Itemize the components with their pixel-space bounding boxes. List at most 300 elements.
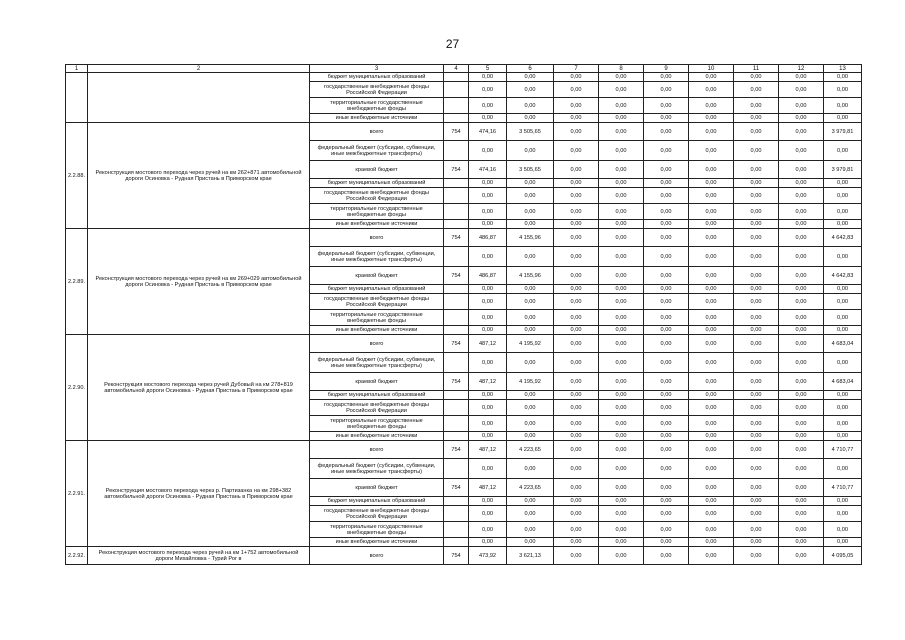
gr-code [444, 114, 469, 123]
year-value-col-8: 0,00 [599, 479, 644, 497]
year-value-col-12: 0,00 [779, 335, 824, 353]
gr-code [444, 400, 469, 416]
year-value-col-7: 0,00 [554, 98, 599, 114]
year-value-col-13: 0,00 [824, 416, 862, 432]
year-value-col-12: 0,00 [779, 141, 824, 161]
year-value-col-10: 0,00 [689, 285, 734, 294]
year-value-col-7: 0,00 [554, 141, 599, 161]
funding-source: бюджет муниципальных образований [310, 391, 444, 400]
year-value-col-11: 0,00 [734, 547, 779, 565]
year-value-col-13: 3 979,81 [824, 123, 862, 141]
year-value-col-12: 0,00 [779, 229, 824, 247]
gr-code: 754 [444, 441, 469, 459]
year-value-col-7: 0,00 [554, 416, 599, 432]
year-value-col-13: 0,00 [824, 73, 862, 82]
year-value-col-7: 0,00 [554, 73, 599, 82]
year-value-col-8: 0,00 [599, 538, 644, 547]
year-value-col-9: 0,00 [644, 310, 689, 326]
year-value-col-5: 0,00 [469, 220, 507, 229]
year-value-col-7: 0,00 [554, 432, 599, 441]
funding-source: бюджет муниципальных образований [310, 179, 444, 188]
item-name: Реконструкция мостового перехода через р. Партизанка на км 298+382 автомобильной дороги Осиновка - Рудная Пристань в Приморском крае [88, 441, 310, 547]
year-value-col-13: 0,00 [824, 497, 862, 506]
year-value-col-12: 0,00 [779, 310, 824, 326]
gr-code: 754 [444, 335, 469, 353]
year-value-col-7: 0,00 [554, 538, 599, 547]
year-value-col-11: 0,00 [734, 400, 779, 416]
year-value-col-13: 0,00 [824, 179, 862, 188]
column-number-12: 12 [779, 65, 824, 73]
funding-source: федеральный бюджет (субсидии, субвенции, иные межбюджетные трансферты) [310, 247, 444, 267]
year-value-col-6: 0,00 [507, 497, 554, 506]
year-value-col-5: 0,00 [469, 73, 507, 82]
year-value-col-6: 0,00 [507, 416, 554, 432]
funding-source: государственные внебюджетные фонды Российской Федерации [310, 188, 444, 204]
gr-code [444, 188, 469, 204]
year-value-col-11: 0,00 [734, 391, 779, 400]
year-value-col-6: 0,00 [507, 114, 554, 123]
year-value-col-5: 473,92 [469, 547, 507, 565]
year-value-col-5: 0,00 [469, 98, 507, 114]
year-value-col-8: 0,00 [599, 247, 644, 267]
funding-source: бюджет муниципальных образований [310, 73, 444, 82]
year-value-col-7: 0,00 [554, 267, 599, 285]
year-value-col-10: 0,00 [689, 400, 734, 416]
year-value-col-11: 0,00 [734, 98, 779, 114]
year-value-col-11: 0,00 [734, 432, 779, 441]
year-value-col-6: 4 195,92 [507, 373, 554, 391]
year-value-col-8: 0,00 [599, 161, 644, 179]
year-value-col-8: 0,00 [599, 547, 644, 565]
year-value-col-11: 0,00 [734, 326, 779, 335]
year-value-col-13: 4 095,05 [824, 547, 862, 565]
year-value-col-5: 0,00 [469, 188, 507, 204]
year-value-col-8: 0,00 [599, 73, 644, 82]
year-value-col-5: 0,00 [469, 353, 507, 373]
year-value-col-7: 0,00 [554, 179, 599, 188]
year-value-col-10: 0,00 [689, 229, 734, 247]
year-value-col-13: 0,00 [824, 326, 862, 335]
year-value-col-7: 0,00 [554, 497, 599, 506]
year-value-col-6: 0,00 [507, 391, 554, 400]
year-value-col-12: 0,00 [779, 73, 824, 82]
year-value-col-7: 0,00 [554, 547, 599, 565]
year-value-col-12: 0,00 [779, 188, 824, 204]
year-value-col-10: 0,00 [689, 538, 734, 547]
year-value-col-9: 0,00 [644, 220, 689, 229]
year-value-col-5: 474,16 [469, 123, 507, 141]
gr-code [444, 204, 469, 220]
table-row [66, 229, 862, 247]
year-value-col-6: 0,00 [507, 220, 554, 229]
gr-code: 754 [444, 123, 469, 141]
year-value-col-11: 0,00 [734, 335, 779, 353]
year-value-col-5: 487,12 [469, 479, 507, 497]
year-value-col-5: 487,12 [469, 441, 507, 459]
year-value-col-13: 0,00 [824, 82, 862, 98]
column-number-11: 11 [734, 65, 779, 73]
year-value-col-12: 0,00 [779, 391, 824, 400]
year-value-col-12: 0,00 [779, 179, 824, 188]
year-value-col-6: 0,00 [507, 285, 554, 294]
year-value-col-8: 0,00 [599, 522, 644, 538]
year-value-col-9: 0,00 [644, 204, 689, 220]
year-value-col-7: 0,00 [554, 459, 599, 479]
column-number-1: 1 [66, 65, 88, 73]
funding-source: всего [310, 441, 444, 459]
column-number-3: 3 [310, 65, 444, 73]
year-value-col-6: 0,00 [507, 353, 554, 373]
item-name: Реконструкция мостового перехода через ручей Дубовый на км 278+819 автомобильной дороги Осиновка - Рудная Пристань в Приморском крае [88, 335, 310, 441]
year-value-col-8: 0,00 [599, 82, 644, 98]
year-value-col-10: 0,00 [689, 161, 734, 179]
year-value-col-8: 0,00 [599, 267, 644, 285]
year-value-col-12: 0,00 [779, 114, 824, 123]
year-value-col-10: 0,00 [689, 373, 734, 391]
gr-code [444, 247, 469, 267]
year-value-col-5: 0,00 [469, 204, 507, 220]
gr-code [444, 141, 469, 161]
gr-code [444, 432, 469, 441]
year-value-col-9: 0,00 [644, 479, 689, 497]
header-row [66, 65, 862, 73]
year-value-col-11: 0,00 [734, 522, 779, 538]
year-value-col-9: 0,00 [644, 432, 689, 441]
year-value-col-8: 0,00 [599, 229, 644, 247]
year-value-col-9: 0,00 [644, 547, 689, 565]
year-value-col-9: 0,00 [644, 114, 689, 123]
year-value-col-11: 0,00 [734, 204, 779, 220]
budget-table [65, 64, 862, 565]
year-value-col-12: 0,00 [779, 123, 824, 141]
year-value-col-11: 0,00 [734, 179, 779, 188]
year-value-col-13: 0,00 [824, 247, 862, 267]
funding-source: территориальные государственные внебюджетные фонды [310, 310, 444, 326]
gr-code [444, 98, 469, 114]
year-value-col-11: 0,00 [734, 267, 779, 285]
funding-source: федеральный бюджет (субсидии, субвенции, иные межбюджетные трансферты) [310, 353, 444, 373]
item-name: Реконструкция мостового перехода через ручей на км 262+871 автомобильной дороги Осиновка - Рудная Пристань в Приморском крае [88, 123, 310, 229]
year-value-col-8: 0,00 [599, 400, 644, 416]
year-value-col-6: 4 223,65 [507, 441, 554, 459]
year-value-col-5: 486,87 [469, 267, 507, 285]
year-value-col-6: 0,00 [507, 82, 554, 98]
year-value-col-9: 0,00 [644, 441, 689, 459]
column-number-13: 13 [824, 65, 862, 73]
year-value-col-7: 0,00 [554, 353, 599, 373]
year-value-col-9: 0,00 [644, 335, 689, 353]
year-value-col-6: 3 505,65 [507, 123, 554, 141]
year-value-col-7: 0,00 [554, 294, 599, 310]
year-value-col-8: 0,00 [599, 459, 644, 479]
year-value-col-8: 0,00 [599, 285, 644, 294]
year-value-col-5: 486,87 [469, 229, 507, 247]
year-value-col-11: 0,00 [734, 114, 779, 123]
year-value-col-10: 0,00 [689, 353, 734, 373]
year-value-col-13: 0,00 [824, 188, 862, 204]
year-value-col-10: 0,00 [689, 522, 734, 538]
year-value-col-12: 0,00 [779, 432, 824, 441]
year-value-col-6: 0,00 [507, 522, 554, 538]
year-value-col-12: 0,00 [779, 497, 824, 506]
year-value-col-13: 4 642,83 [824, 229, 862, 247]
year-value-col-5: 0,00 [469, 432, 507, 441]
year-value-col-6: 0,00 [507, 326, 554, 335]
year-value-col-6: 0,00 [507, 506, 554, 522]
year-value-col-9: 0,00 [644, 285, 689, 294]
year-value-col-10: 0,00 [689, 73, 734, 82]
year-value-col-10: 0,00 [689, 391, 734, 400]
funding-source: государственные внебюджетные фонды Российской Федерации [310, 294, 444, 310]
year-value-col-9: 0,00 [644, 229, 689, 247]
gr-code [444, 506, 469, 522]
year-value-col-11: 0,00 [734, 373, 779, 391]
year-value-col-10: 0,00 [689, 310, 734, 326]
year-value-col-8: 0,00 [599, 353, 644, 373]
year-value-col-9: 0,00 [644, 73, 689, 82]
year-value-col-11: 0,00 [734, 497, 779, 506]
item-code-continued [66, 73, 88, 123]
gr-code: 754 [444, 479, 469, 497]
year-value-col-10: 0,00 [689, 547, 734, 565]
year-value-col-11: 0,00 [734, 141, 779, 161]
year-value-col-5: 0,00 [469, 247, 507, 267]
year-value-col-12: 0,00 [779, 522, 824, 538]
year-value-col-13: 0,00 [824, 98, 862, 114]
year-value-col-6: 0,00 [507, 98, 554, 114]
year-value-col-5: 0,00 [469, 391, 507, 400]
column-number-7: 7 [554, 65, 599, 73]
item-code: 2.2.92. [66, 547, 88, 565]
year-value-col-8: 0,00 [599, 294, 644, 310]
funding-source: государственные внебюджетные фонды Российской Федерации [310, 82, 444, 98]
gr-code: 754 [444, 547, 469, 565]
year-value-col-7: 0,00 [554, 220, 599, 229]
year-value-col-8: 0,00 [599, 98, 644, 114]
year-value-col-6: 0,00 [507, 73, 554, 82]
year-value-col-8: 0,00 [599, 335, 644, 353]
year-value-col-11: 0,00 [734, 441, 779, 459]
column-number-6: 6 [507, 65, 554, 73]
year-value-col-5: 0,00 [469, 285, 507, 294]
year-value-col-11: 0,00 [734, 161, 779, 179]
column-number-8: 8 [599, 65, 644, 73]
funding-source: иные внебюджетные источники [310, 538, 444, 547]
funding-source: государственные внебюджетные фонды Российской Федерации [310, 400, 444, 416]
year-value-col-12: 0,00 [779, 247, 824, 267]
year-value-col-8: 0,00 [599, 204, 644, 220]
year-value-col-7: 0,00 [554, 114, 599, 123]
item-name: Реконструкция мостового перехода через ручей на км 269+029 автомобильной дороги Осиновка - Рудная Пристань в Приморском крае [88, 229, 310, 335]
year-value-col-8: 0,00 [599, 432, 644, 441]
year-value-col-6: 4 223,65 [507, 479, 554, 497]
funding-source: иные внебюджетные источники [310, 326, 444, 335]
year-value-col-10: 0,00 [689, 179, 734, 188]
funding-source: федеральный бюджет (субсидии, субвенции, иные межбюджетные трансферты) [310, 141, 444, 161]
year-value-col-6: 0,00 [507, 459, 554, 479]
funding-source: иные внебюджетные источники [310, 432, 444, 441]
year-value-col-11: 0,00 [734, 188, 779, 204]
year-value-col-8: 0,00 [599, 506, 644, 522]
year-value-col-11: 0,00 [734, 294, 779, 310]
year-value-col-5: 0,00 [469, 114, 507, 123]
year-value-col-6: 0,00 [507, 204, 554, 220]
year-value-col-5: 487,12 [469, 335, 507, 353]
year-value-col-8: 0,00 [599, 310, 644, 326]
year-value-col-6: 4 195,92 [507, 335, 554, 353]
gr-code [444, 310, 469, 326]
year-value-col-10: 0,00 [689, 459, 734, 479]
year-value-col-11: 0,00 [734, 247, 779, 267]
year-value-col-7: 0,00 [554, 506, 599, 522]
table-row [66, 547, 862, 565]
gr-code [444, 497, 469, 506]
year-value-col-7: 0,00 [554, 479, 599, 497]
year-value-col-8: 0,00 [599, 441, 644, 459]
gr-code [444, 391, 469, 400]
year-value-col-7: 0,00 [554, 188, 599, 204]
year-value-col-7: 0,00 [554, 204, 599, 220]
year-value-col-6: 0,00 [507, 247, 554, 267]
year-value-col-8: 0,00 [599, 416, 644, 432]
item-code: 2.2.89. [66, 229, 88, 335]
gr-code: 754 [444, 229, 469, 247]
year-value-col-7: 0,00 [554, 522, 599, 538]
year-value-col-10: 0,00 [689, 123, 734, 141]
gr-code [444, 73, 469, 82]
funding-source: бюджет муниципальных образований [310, 497, 444, 506]
year-value-col-12: 0,00 [779, 459, 824, 479]
year-value-col-5: 0,00 [469, 310, 507, 326]
year-value-col-5: 0,00 [469, 538, 507, 547]
year-value-col-9: 0,00 [644, 179, 689, 188]
year-value-col-7: 0,00 [554, 310, 599, 326]
funding-source: государственные внебюджетные фонды Российской Федерации [310, 506, 444, 522]
year-value-col-9: 0,00 [644, 506, 689, 522]
funding-source: всего [310, 547, 444, 565]
funding-source: всего [310, 229, 444, 247]
funding-source: краевой бюджет [310, 479, 444, 497]
year-value-col-8: 0,00 [599, 497, 644, 506]
year-value-col-6: 0,00 [507, 179, 554, 188]
year-value-col-13: 0,00 [824, 141, 862, 161]
year-value-col-13: 0,00 [824, 294, 862, 310]
year-value-col-6: 0,00 [507, 294, 554, 310]
year-value-col-10: 0,00 [689, 335, 734, 353]
year-value-col-7: 0,00 [554, 441, 599, 459]
funding-source: иные внебюджетные источники [310, 220, 444, 229]
year-value-col-11: 0,00 [734, 73, 779, 82]
year-value-col-8: 0,00 [599, 114, 644, 123]
gr-code [444, 285, 469, 294]
year-value-col-13: 0,00 [824, 285, 862, 294]
year-value-col-8: 0,00 [599, 188, 644, 204]
year-value-col-9: 0,00 [644, 522, 689, 538]
year-value-col-11: 0,00 [734, 285, 779, 294]
year-value-col-7: 0,00 [554, 161, 599, 179]
gr-code [444, 538, 469, 547]
year-value-col-5: 487,12 [469, 373, 507, 391]
gr-code: 754 [444, 373, 469, 391]
year-value-col-9: 0,00 [644, 373, 689, 391]
funding-source: территориальные государственные внебюджетные фонды [310, 522, 444, 538]
year-value-col-13: 0,00 [824, 220, 862, 229]
year-value-col-11: 0,00 [734, 506, 779, 522]
year-value-col-5: 0,00 [469, 522, 507, 538]
year-value-col-10: 0,00 [689, 188, 734, 204]
year-value-col-5: 0,00 [469, 82, 507, 98]
year-value-col-9: 0,00 [644, 294, 689, 310]
table-row [66, 123, 862, 141]
year-value-col-9: 0,00 [644, 161, 689, 179]
gr-code [444, 220, 469, 229]
year-value-col-11: 0,00 [734, 459, 779, 479]
year-value-col-5: 0,00 [469, 179, 507, 188]
gr-code [444, 416, 469, 432]
year-value-col-11: 0,00 [734, 220, 779, 229]
column-number-2: 2 [88, 65, 310, 73]
item-name-continued [88, 73, 310, 123]
year-value-col-10: 0,00 [689, 441, 734, 459]
column-number-4: 4 [444, 65, 469, 73]
year-value-col-7: 0,00 [554, 247, 599, 267]
gr-code [444, 326, 469, 335]
year-value-col-10: 0,00 [689, 114, 734, 123]
year-value-col-10: 0,00 [689, 506, 734, 522]
year-value-col-11: 0,00 [734, 353, 779, 373]
year-value-col-10: 0,00 [689, 220, 734, 229]
gr-code [444, 179, 469, 188]
year-value-col-9: 0,00 [644, 459, 689, 479]
year-value-col-9: 0,00 [644, 400, 689, 416]
year-value-col-12: 0,00 [779, 326, 824, 335]
page-number: 27 [445, 37, 460, 51]
year-value-col-10: 0,00 [689, 141, 734, 161]
funding-source: бюджет муниципальных образований [310, 285, 444, 294]
year-value-col-12: 0,00 [779, 441, 824, 459]
gr-code: 754 [444, 267, 469, 285]
year-value-col-6: 0,00 [507, 400, 554, 416]
year-value-col-5: 0,00 [469, 416, 507, 432]
year-value-col-6: 3 621,13 [507, 547, 554, 565]
year-value-col-10: 0,00 [689, 294, 734, 310]
gr-code [444, 82, 469, 98]
year-value-col-12: 0,00 [779, 161, 824, 179]
year-value-col-7: 0,00 [554, 229, 599, 247]
year-value-col-8: 0,00 [599, 179, 644, 188]
year-value-col-6: 0,00 [507, 141, 554, 161]
year-value-col-6: 0,00 [507, 310, 554, 326]
table-row [66, 73, 862, 82]
gr-code [444, 353, 469, 373]
item-name: Реконструкция мостового перехода через ручей на км 1+752 автомобильной дороги Михайловка - Турий Рог в [88, 547, 310, 565]
year-value-col-9: 0,00 [644, 353, 689, 373]
year-value-col-8: 0,00 [599, 373, 644, 391]
year-value-col-7: 0,00 [554, 335, 599, 353]
year-value-col-11: 0,00 [734, 479, 779, 497]
year-value-col-13: 0,00 [824, 204, 862, 220]
column-number-10: 10 [689, 65, 734, 73]
year-value-col-6: 0,00 [507, 188, 554, 204]
funding-source: территориальные государственные внебюджетные фонды [310, 98, 444, 114]
year-value-col-10: 0,00 [689, 82, 734, 98]
year-value-col-7: 0,00 [554, 400, 599, 416]
year-value-col-8: 0,00 [599, 141, 644, 161]
gr-code [444, 294, 469, 310]
funding-source: иные внебюджетные источники [310, 114, 444, 123]
year-value-col-7: 0,00 [554, 123, 599, 141]
year-value-col-10: 0,00 [689, 497, 734, 506]
